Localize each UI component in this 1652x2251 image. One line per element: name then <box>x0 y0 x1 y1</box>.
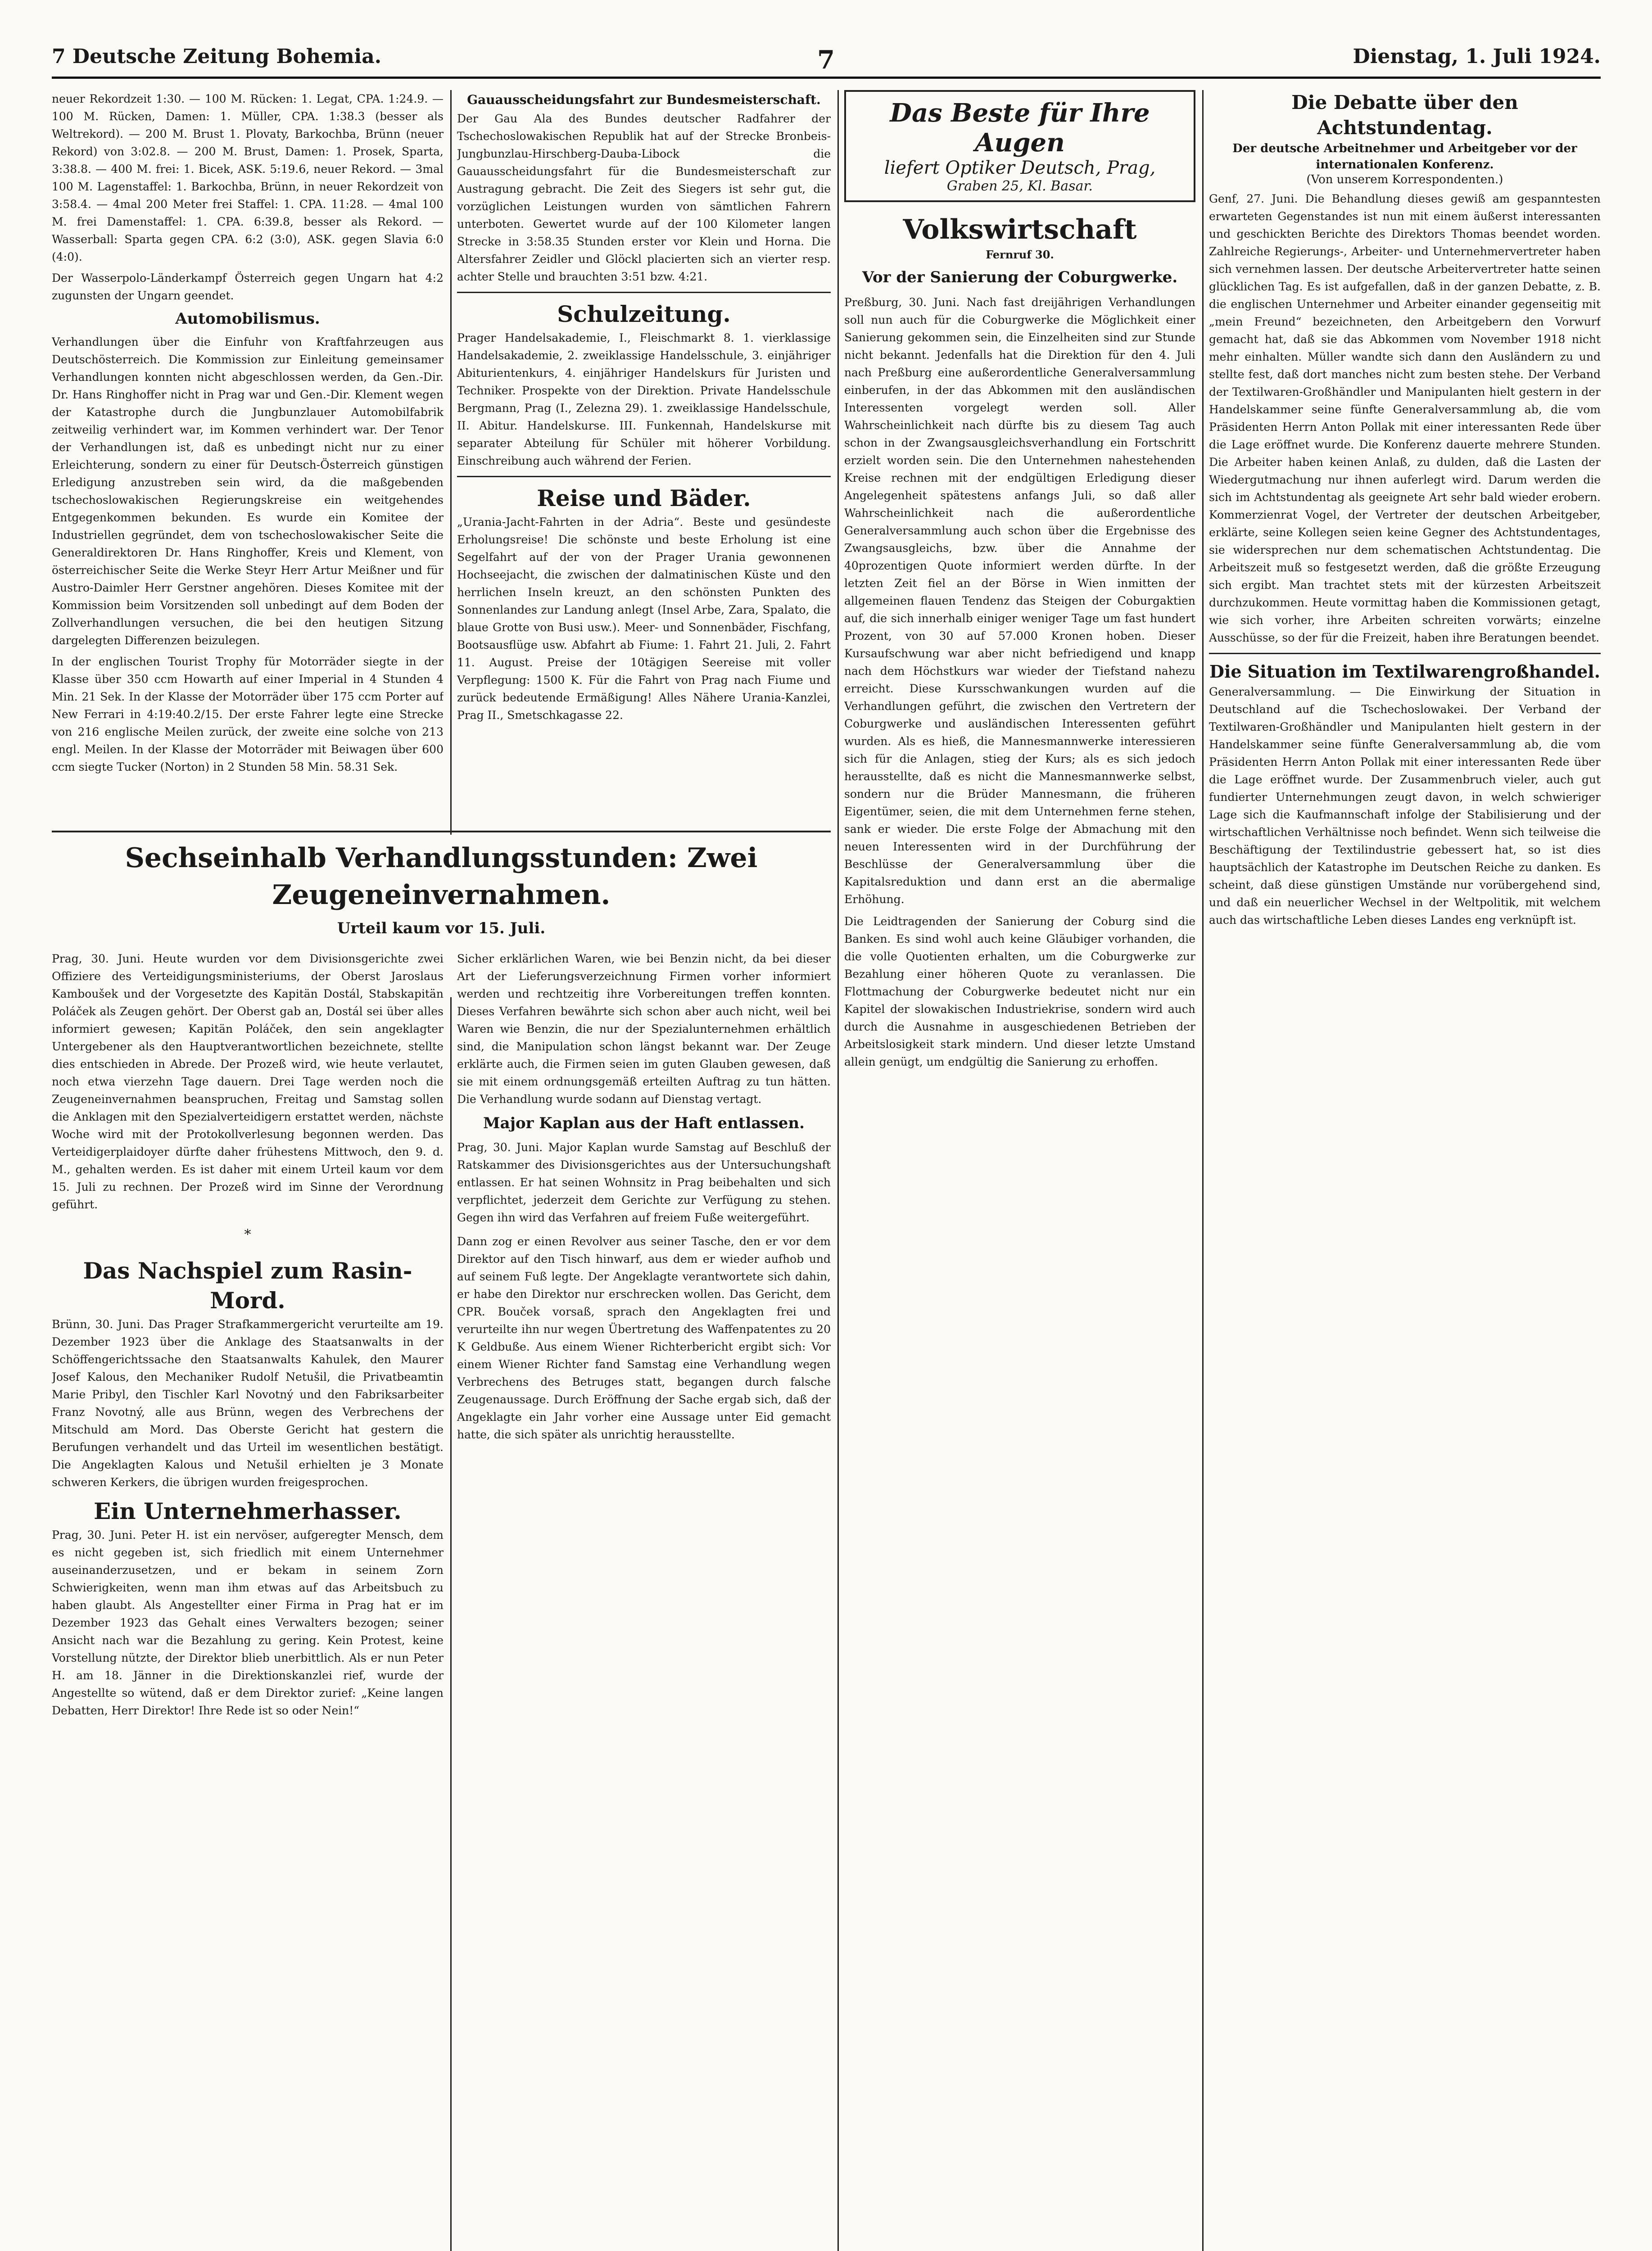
coburg-heading: Vor der Sanierung der Coburgwerke. <box>862 268 1178 286</box>
column-rule <box>450 997 452 2251</box>
murder-text: Brünn, 30. Juni. Das Prager Strafkammergericht verurteilte am 19. Dezember 1923 über die Anklage des Staatsanwalts in der Schöffengerichtssache den Staatsanwalts Kahulek, den Maurer Josef Kalous, den Mechaniker Rudolf Netušil, die Privatbeamtin Marie Pribyl, den Tischler Karl Novotný und den Fabriksarbeiter Franz Novotný, alle aus Brünn, wegen des Verbrechens der Mitschuld am Mord. Das Oberste Gericht hat gestern die Berufungen verhandelt und das Urteil im wesentlichen bestätigt. Die Angeklagten Kalous und Netušil erhielten je 3 Monate schweren Kerkers, die übrigen wurden freigesprochen. <box>52 1318 444 1489</box>
masthead-left: 7 Deutsche Zeitung Bohemia. <box>52 45 382 68</box>
trial-heading: Sechseinhalb Verhandlungsstunden: Zwei Zeugeneinvernahmen. <box>125 842 758 911</box>
textile-text: Generalversammlung. — Die Einwirkung der Situation in Deutschland auf die Tschechoslowakei. Der Verband der Textilwaren-Großhändler und Manipulanten hielt gestern in der Handelskammer seine fünfte Generalversammlung ab, die vom Präsidenten Herrn Anton Pollak mit einer interessanten Rede über die Lage eröffnet wurde. Der Zusammenbruch vieler, auch gut fundierter Unternehmungen zeugt davon, in welch schwieriger Lage sich die Kaufmannschaft infolge der Stabilisierung und der wirtschaftlichen Verhältnisse noch befindet. Wenn sich teilweise die Beschäftigung der Textilindustrie gebessert hat, so ist dies hauptsächlich der Katastrophe im Deutschen Reiche zu danken. Es scheint, daß diese günstigen Umstände nur vorübergehend sind, und daß ein neuerlicher Wechsel in der Weltpolitik, mit welchem auch das wirtschaftliche Leben dieses Landes eng verknüpft ist. <box>1209 685 1601 927</box>
column-trial-right <box>457 950 831 2251</box>
ad-company: liefert Optiker Deutsch, Prag, <box>884 158 1156 178</box>
murder-text-2: Dann zog er einen Revolver aus seiner Tasche, den er vor dem Direktor auf den Tisch hinwarf, aus dem er wieder aufhob und auf seinem Fuß legte. Der Angeklagte verantwortete sich dahin, er habe den Direktor nur erschrecken wollen. Das Gericht, dem CPR. Bouček vorsaß, sprach den Angeklagten frei und verurteilte ihn nur wegen Übertretung des Waffenpatentes zu 20 K Geldbuße. Aus einem Wiener Richterbericht ergibt sich: Vor einem Wiener Richter fand Samstag eine Verhandlung wegen Verbrechens des Betruges statt, begangen durch falsche Zeugenaussage. Durch Eröffnung der Sache ergab sich, daß der Angeklagte ein Jahr vorher eine Aussage unter Eid gemacht hatte, die sich später als unrichtig herausstellte. <box>457 1235 831 1441</box>
ad-headline: Das Beste für Ihre Augen <box>890 98 1150 158</box>
kaplan-heading: Major Kaplan aus der Haft entlassen. <box>483 1114 805 1132</box>
coburg-text: Preßburg, 30. Juni. Nach fast dreijährigen Verhandlungen soll nun auch für die Coburgwerke die Möglichkeit einer Sanierung gekommen sein, die Einzelheiten sind zur Stunde nicht bekannt. Jedenfalls hat die Direktion für den 4. Juli nach Preßburg eine außerordentliche Generalversammlung einberufen, in der das Abkommen mit den ausländischen Interessenten vorgelegt werden soll. Aller Wahrscheinlichkeit nach dürfte bis zu diesem Tag auch schon in der Zwangsausgleichsverhandlung ein Fortschritt erzielt worden sein. Die den Unternehmen nahestehenden Kreise rechnen mit der endgültigen Erledigung dieser Angelegenheit spätestens anfangs Juli, so daß aller Wahrscheinlichkeit nach die außerordentliche Generalversammlung auch schon über die Ergebnisse des Zwangsausgleichs, bzw. über die Annahme der 40prozentigen Quote informiert werden dürfte. In der letzten Zeit fiel an der Börse in Wien inmitten der allgemeinen flauen Tendenz das Steigen der Coburgaktien auf, die sich innerhalb einiger weniger Tage um fast hundert Prozent, von 30 auf 57.000 Kronen hoben. Dieser Kursaufschwung war aber nicht befriedigend und knapp nach dem Höchstkurs war wieder der Tiefstand nahezu erreicht. Diese Kursschwankungen wurden auf die Verhandlungen geführt, die zwischen den Vertretern der Coburgwerke und ausländischen Interessenten geführt wurden. Als es hieß, die Mannesmannwerke interessieren sich für die Anlagen, stieg der Kurs; als es sich jedoch herausstellte, daß es nicht die Mannesmannwerke selbst, sondern nur die Brüder Mannesmann, die früheren Eigentümer, seien, die mit dem Unternehmen ferne stehen, sank er wieder. Die erste Folge der Abmachung mit den neuen Interessenten wird in der Durchführung der Beschlüsse der Generalversammlung über die Kapitalsreduktion und dann erst an die abermalige Erhöhung. <box>844 296 1195 906</box>
debate-byline: (Von unserem Korrespondenten.) <box>1306 173 1503 186</box>
page-header <box>52 36 1601 79</box>
column-rule <box>450 90 452 835</box>
column-trial-left <box>52 950 444 2251</box>
optician-advertisement <box>844 90 1195 202</box>
page-number: 7 <box>817 45 835 75</box>
kaplan-text: Prag, 30. Juni. Major Kaplan wurde Samstag auf Beschluß der Ratskammer des Divisionsgerichtes aus der Untersuchungshaft entlassen. Er hat seinen Wohnsitz in Prag beibehalten und sich verpflichtet, jederzeit dem Gerichte zur Verfügung zu stehen. Gegen ihn wird das Verfahren auf freiem Fuße weitergeführt. <box>457 1141 831 1224</box>
race-text: Der Gau Ala des Bundes deutscher Radfahrer der Tschechoslowakischen Republik hat auf der Strecke Bronbeis-Jungbunzlau-Hirschberg-Dauba-Libock die Gauausscheidungsfahrt für die Bundesmeisterschaft zur Austragung gebracht. Die Zeit des Siegers ist sehr gut, die vorzüglichen Leistungen wurden von sämtlichen Fahrern unterboten. Gewertet wurde auf der 100 Kilometer langen Strecke in 3:58.35 Stunden erster vor Klein und Horna. Die Altersfahrer Zeidler und Glöckl placierten sich an vierter resp. achter Stelle und brauchten 3:51 bzw. 4:21. <box>457 112 831 283</box>
sport-results: neuer Rekordzeit 1:30. — 100 M. Rücken: 1. Legat, CPA. 1:24.9. — 100 M. Rücken, Damen: 1. Müller, CPA. 1:38.3 (besser als Weltrekord). — 200 M. Brust 1. Plovaty, Barkochba, Brünn (neuer Rekord) von 3:02.8. — 200 M. Brust, Damen: 1. Prosek, Sparta, 3:38.8. — 400 M. frei: 1. Bicek, ASK. 5:19.6, neuer Rekord. — 3mal 100 M. Lagenstaffel: 1. Barkochba, Brünn, in neuer Rekordzeit von 3:58.4. — 4mal 200 Meter frei Staffel: 1. CPA. 11:28. — 4mal 100 M. frei Damenstaffel: 1. CPA. 6:39.8, besser als Rekord. — Wasserball: Sparta gegen CPA. 6:2 (3:0), ASK. gegen Slavia 6:0 (4:0). <box>52 92 444 263</box>
economy-heading: Volkswirtschaft <box>903 214 1137 245</box>
automobilism-text: Verhandlungen über die Einfuhr von Kraftfahrzeugen aus Deutschösterreich. Die Kommission zur Einleitung gemeinsamer Verhandlungen konnten nicht abgeschlossen werden, da Gen.-Dir. Dr. Hans Ringhoffer nicht in Prag war und Gen.-Dir. Klement wegen der Katastrophe durch die Jungbunzlauer Automobilfabrik zeitweilig verhindert war, im Kommen verhindert war. Der Tenor der Verhandlungen ist, daß es unbedingt nicht nur zu einer Erleichterung, sondern zu einer für Deutsch-Österreich günstigen Erledigung anzustreben sein wird, da die maßgebenden tschechoslowakischen Regierungskreise ein weitgehendes Entgegenkommen bekunden. Es wurde ein Komitee der Industriellen gegründet, dem von tschechoslowakischer Seite die Generaldirektoren Dr. Hans Ringhoffer, Kreis und Klement, von österreichischer Seite die Werke Steyr Herr Artur Meißner und für Austro-Daimler Herr Gerstner angehören. Dieses Komitee mit der Kommission beim Vorsitzenden soll unbedingt auf dem Boden der Zollverhandlungen versuchen, die bei den heutigen Sitzung dargelegten Differenzen beizulegen. <box>52 335 444 647</box>
ad-address: Graben 25, Kl. Basar. <box>946 178 1093 194</box>
debate-text: Genf, 27. Juni. Die Behandlung dieses gewiß am gespanntesten erwarteten Gegenstandes ist nun mit einem äußerst interessanten und geschickten Berichte des Direktors Thomas beendet worden. Zahlreiche Regierungs-, Arbeiter- und Unternehmervertreter haben sich vernehmen lassen. Der deutsche Arbeitervertreter hatte seinen glücklichen Tag. Es ist aufgefallen, daß in der ganzen Debatte, z. B. die englischen Unternehmer und Arbeiter einander gegenseitig mit „mein Freund“ bezeichneten, den Arbeitgebern den Vorwurf gemacht hat, daß sie das Abkommen vom November 1918 nicht mehr einhalten. Müller wandte sich dann den Ausländern zu und stellte fest, daß dort manches nicht zum besten stehe. Der Verband der Textilwaren-Großhändler und Manipulanten hielt gestern in der Handelskammer seine fünfte Generalversammlung ab, die vom Präsidenten Herrn Anton Pollak mit einer interessanten Rede über die Lage eröffnet wurde. Die Konferenz dauerte mehrere Stunden. Die Arbeiter haben keinen Anlaß, zu dulden, daß die Lasten der Wiedergutmachung nur ihnen auferlegt wird. Darum werden die sich im Achtstundentag als geeignete Art sehr bald wieder erobern. Kommerzienrat Vogel, der Vertreter der deutschen Arbeitgeber, erklärte, seine Kollegen seien keine Gegner des Achtstundentages, sie widersprechen nur dem schematischen Achtstundentag. Die Arbeitszeit muß so festgesetzt werden, daß die größte Erzeugung sich ergibt. Man trachtet stets mit der kürzesten Arbeitszeit durchzukommen. Heute vormittag haben die Kommissionen getagt, wie sich vorher, ihre Arbeiten schreiten vorwärts; einzelne Ausschüsse, so der für die Freizeit, haben ihre Beratungen beendet. <box>1209 192 1601 644</box>
school-heading: Schulzeitung. <box>557 301 731 327</box>
debate-heading: Die Debatte über den Achtstundentag. <box>1291 91 1518 139</box>
murder-heading: Das Nachspiel zum Rasin-Mord. <box>83 1257 412 1314</box>
trial-text-1: Prag, 30. Juni. Heute wurden vor dem Divisionsgerichte zwei Offiziere des Verteidigungsministeriums, der Oberst Jaroslaus Kamboušek und der Vorgesetzte des Kapitän Dostál, Stabskapitän Poláček als Zeugen gehört. Der Oberst gab an, Dostál sei über alles informiert gewesen; Kapitän Poláček, den sein angeklagter Untergebener als den Hauptverantwortlichen bezeichnete, stellte dies entschieden in Abrede. Der Prozeß wird, wie heute verlautet, noch etwa vierzehn Tage dauern. Drei Tage werden noch die Zeugeneinvernahmen beanspruchen, Freitag und Samstag sollen die Anklagen mit den Spezialverteidigern erstattet werden, nächste Woche wird mit der Protokollverlesung begonnen werden. Das Verteidigerplaidoyer dürfte daher frühestens Mittwoch, den 9. d. M., gehalten werden. Es ist daher mit einem Urteil kaum vor dem 15. Juli zu rechnen. Der Prozeß wird im Sinne der Verordnung geführt. <box>52 952 444 1211</box>
column-school-travel <box>457 90 831 824</box>
trial-text-2: Sicher erklärlichen Waren, wie bei Benzin nicht, da bei dieser Art der Lieferungsverzeichnung Firmen vorher informiert werden und rechtzeitig ihre Vorbereitungen treffen konnten. Dieses Verfahren bewährte sich schon aber auch nicht, weil bei Waren wie Benzin, die nur der Spezialunternehmen erhältlich sind, die Manipulation schon längst bekannt war. Der Zeuge erklärte auch, die Firmen seien im guten Glauben gewesen, daß sie mit einem ordnungsgemäß erteilten Auftrag zu tun hätten. Die Verhandlung wurde sodann auf Dienstag vertagt. <box>457 952 831 1106</box>
column-rule <box>837 90 839 2251</box>
column-sport <box>52 90 444 824</box>
column-economy <box>844 90 1195 2251</box>
divider <box>457 292 831 293</box>
tourist-trophy-text: In der englischen Tourist Trophy für Motorräder siegte in der Klasse über 350 ccm Howarth auf einer Imperial in 4 Stunden 4 Min. 21 Sek. In der Klasse der Motorräder über 175 ccm Porter auf New Ferrari in 4:19:40.2/15. Der erste Fahrer legte eine Strecke von 216 englische Meilen zurück, der zweite eine solche von 213 engl. Meilen. In der Klasse der Motorräder mit Beiwagen über 600 ccm siegte Tucker (Norton) in 2 Stunden 58 Min. 58.31 Sek. <box>52 655 444 773</box>
divider <box>457 476 831 477</box>
separator-star: * <box>244 1227 251 1243</box>
column-rule <box>1202 90 1204 2251</box>
waterpolo-note: Der Wasserpolo-Länderkampf Österreich gegen Ungarn hat 4:2 zugunsten der Ungarn geendet. <box>52 271 444 302</box>
debate-subheading: Der deutsche Arbeitnehmer und Arbeitgeber vor der internationalen Konferenz. <box>1232 142 1577 172</box>
race-heading: Gauausscheidungsfahrt zur Bundesmeisterschaft. <box>467 92 821 107</box>
school-text: Prager Handelsakademie, I., Fleischmarkt 8. 1. vierklassige Handelsakademie, 2. zweiklassige Handelsschule, 3. einjähriger Abiturientenkurs, 4. einjähriger Handelskurs für Juristen und Techniker. Prospekte von der Direktion. Private Handelsschule Bergmann, Prag (I., Zelezna 29). 1. zweiklassige Handelsschule, II. Abitur. Handelskurse. III. Funkennah, Handelskurse mit separater Abteilung für Schüler mit höherer Vorbildung. Einschreibung auch während der Ferien. <box>457 331 831 467</box>
automobilism-heading: Automobilismus. <box>175 310 320 328</box>
divider <box>52 831 831 832</box>
travel-heading: Reise und Bäder. <box>537 485 751 511</box>
travel-text: „Urania-Jacht-Fahrten in der Adria“. Beste und gesündeste Erholungsreise! Die schönste und beste Erholung ist eine Segelfahrt auf der von der Prager Urania gewonnenen Hochseejacht, die zwischen der dalmatinischen Küste und den herrlichen Inseln kreuzt, an den schönsten Punkten des Sonnenlandes zur Landung anlegt (Insel Arbe, Zara, Spalato, die blaue Grotte von Busi usw.). Meer- und Sonnenbäder, Fischfang, Bootsausflüge usw. Abfahrt ab Fiume: 1. Fahrt 21. Juli, 2. Fahrt 11. August. Preise der 10tägigen Seereise mit voller Verpflegung: 1500 K. Für die Fahrt von Prag nach Fiume und zurück bedeutende Ermäßigung! Alles Nähere Urania-Kanzlei, Prag II., Smetschkagasse 22. <box>457 515 831 722</box>
masthead-date: Dienstag, 1. Juli 1924. <box>1353 45 1601 68</box>
economy-phone: Fernruf 30. <box>986 248 1054 261</box>
divider <box>1209 653 1601 654</box>
column-debate <box>1209 90 1601 2251</box>
entrepreneur-text: Prag, 30. Juni. Peter H. ist ein nervöser, aufgeregter Mensch, dem es nicht gegeben ist, sich friedlich mit einem Unternehmer auseinanderzusetzen, und er bekam in seinem Zorn Schwierigkeiten, wenn man ihm etwas auf das Arbeitsbuch zu haben glaubt. Als Angestellter einer Firma in Prag hat er im Dezember 1923 das Gehalt eines Verwalters bezogen; seiner Ansicht nach war die Bezahlung zu gering. Kein Protest, keine Vorstellung nützte, der Direktor blieb unerbittlich. Als er nun Peter H. am 18. Jänner in die Direktionskanzlei rief, wurde der Angestellte so wütend, daß er dem Direktor zurief: „Keine langen Debatten, Herr Direktor! Ihre Rede ist so oder Nein!“ <box>52 1528 444 1717</box>
trial-subheading: Urteil kaum vor 15. Juli. <box>337 919 546 937</box>
coburg-text-2: Die Leidtragenden der Sanierung der Coburg sind die Banken. Es sind wohl auch keine Gläubiger vorhanden, die die volle Quotienten erhalten, um die Coburgwerke zur Bezahlung einer höheren Quote zu veranlassen. Die Flottmachung der Coburgwerke bedeutet nicht nur ein Kapitel der slowakischen Industriekrise, sondern wird auch durch die Ausnahme in ausgeschiedenen Betrieben der Arbeitslosigkeit stark mindern. Und dieser letzte Umstand allein genügt, um endgültig die Sanierung zu erhoffen. <box>844 915 1195 1068</box>
entrepreneur-heading: Ein Unternehmerhasser. <box>94 1498 402 1524</box>
textile-heading: Die Situation im Textilwarengroßhandel. <box>1209 661 1600 682</box>
